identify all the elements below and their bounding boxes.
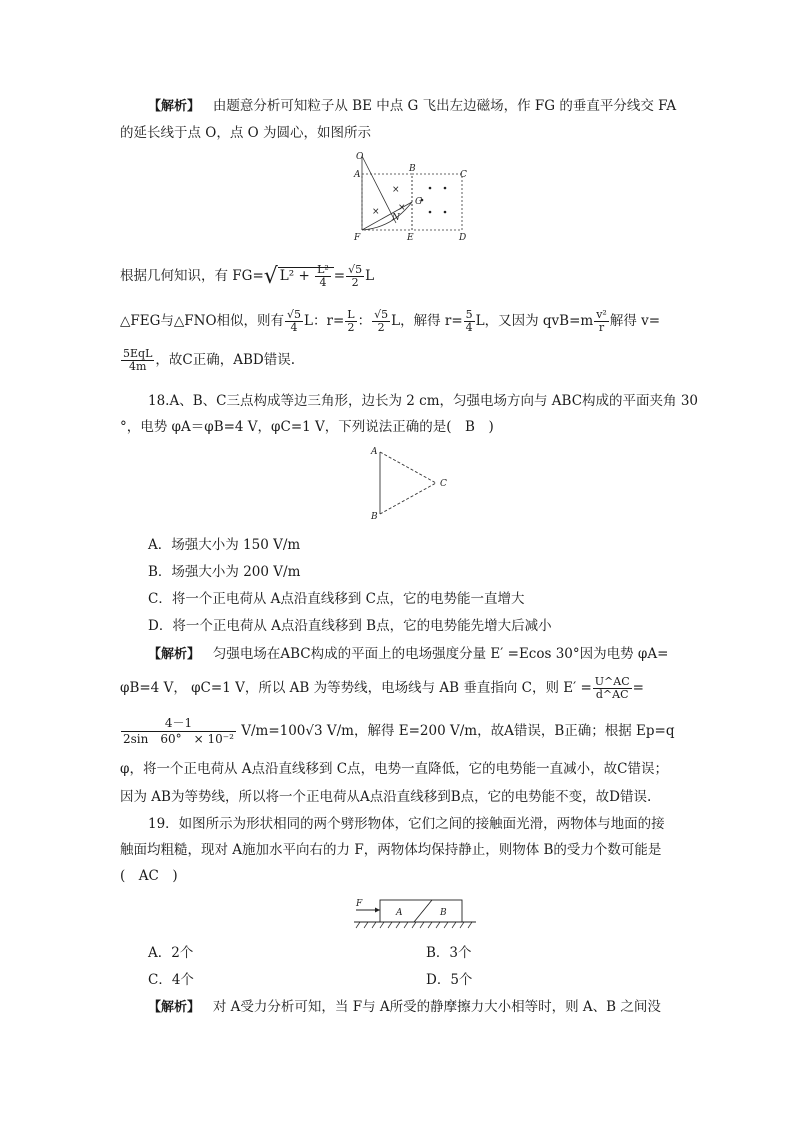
analysis-tag: 【解析】 xyxy=(148,647,201,662)
label: C xyxy=(460,170,467,180)
frac-den: r xyxy=(598,321,605,334)
frac-num: 5 xyxy=(465,308,473,321)
formula-line xyxy=(120,307,660,335)
wedge-blocks-figure xyxy=(352,894,480,934)
text: ，故C正确，ABD错误. xyxy=(155,352,295,368)
triangle-figure xyxy=(368,444,458,524)
text: = xyxy=(632,680,644,696)
frac-den: d^AC xyxy=(595,688,629,701)
label: E xyxy=(407,233,414,243)
text: △FEG与△FNO相似，则有 xyxy=(120,313,285,329)
frac-num: 4－1 xyxy=(121,716,236,732)
magnetic-field-figure xyxy=(340,148,480,244)
analysis-18-line5: 因为 AB为等势线，所以将一个正电荷从A点沿直线移到B点，它的电势能不变，故D错误. xyxy=(120,789,652,805)
frac-num: v² xyxy=(596,308,607,321)
option-a: A．场强大小为 150 V/m xyxy=(148,537,301,553)
label: G xyxy=(415,197,423,207)
label: × xyxy=(392,185,400,195)
label: B xyxy=(409,164,416,174)
frac-den: 2sin 60° × 10⁻² xyxy=(123,732,234,746)
frac-den: 4 xyxy=(465,321,473,334)
text: 根据几何知识，有 FG= xyxy=(120,268,264,284)
question-18-line2: °，电势 φA＝φB=4 V，φC=1 V，下列说法正确的是( B ) xyxy=(120,419,494,435)
text: L² + xyxy=(279,268,315,284)
vertex-label: C xyxy=(440,479,447,489)
text: 解得 v= xyxy=(609,313,661,329)
frac-den: 2 xyxy=(351,276,359,289)
analysis-18-line3 xyxy=(120,716,675,747)
analysis-19-line1 xyxy=(148,998,661,1017)
label: N xyxy=(392,213,400,223)
text-line: 的延长线于点 O，点 O 为圆心，如图所示 xyxy=(120,125,372,141)
text: ： xyxy=(357,313,372,329)
text: 对 A受力分析可知，当 F与 A所受的静摩擦力大小相等时，则 A、B 之间没 xyxy=(212,999,661,1015)
text: L，解得 r= xyxy=(391,313,463,329)
question-18-line1: 18.A、B、C三点构成等边三角形，边长为 2 cm，匀强电场方向与 ABC构成的平面夹角 30 xyxy=(148,393,699,409)
option-b: B．3个 xyxy=(426,945,472,961)
label: D xyxy=(459,233,467,243)
option-d: D．将一个正电荷从 A点沿直线移到 B点，它的电势能先增大后减小 xyxy=(148,618,552,634)
frac-num: √5 xyxy=(287,308,302,321)
frac-num: L² xyxy=(317,263,329,276)
question-19-line1: 19．如图所示为形状相同的两个劈形物体，它们之间的接触面光滑，两物体与地面的接 xyxy=(148,816,665,832)
formula-line xyxy=(120,346,295,374)
text: L xyxy=(365,268,375,284)
frac-den: 2 xyxy=(347,321,355,334)
frac-num: U^AC xyxy=(594,675,630,688)
label: × xyxy=(372,207,380,217)
question-19-line3: ( AC ) xyxy=(120,868,178,884)
force-label: F xyxy=(356,899,363,909)
option-d: D．5个 xyxy=(426,972,473,988)
option-a: A．2个 xyxy=(148,945,194,961)
text: 匀强电场在ABC构成的平面上的电场强度分量 E′ =Ecos 30°因为电势 φA= xyxy=(212,646,669,662)
analysis-tag: 【解析】 xyxy=(148,1000,201,1015)
option-b: B．场强大小为 200 V/m xyxy=(148,564,301,580)
frac-num: √5 xyxy=(348,263,363,276)
text: φB=4 V， φC=1 V，所以 AB 为等势线，电场线与 AB 垂直指向 C，则 E′ = xyxy=(120,680,592,696)
option-c: C．将一个正电荷从 A点沿直线移到 C点，它的电势能一直增大 xyxy=(148,591,525,607)
frac-den: 4m xyxy=(128,360,147,373)
option-c: C．4个 xyxy=(148,972,194,988)
block-label: A xyxy=(396,908,403,918)
text: L：r= xyxy=(304,313,345,329)
frac-den: 2 xyxy=(377,321,385,334)
analysis-18-line2 xyxy=(120,676,644,701)
frac-den: 4 xyxy=(319,276,327,289)
text: 由题意分析可知粒子从 BE 中点 G 飞出左边磁场，作 FG 的垂直平分线交 FA xyxy=(212,98,677,114)
label: A xyxy=(354,170,361,180)
frac-num: √5 xyxy=(374,308,389,321)
analysis-tag: 【解析】 xyxy=(148,99,201,114)
vertex-label: B xyxy=(371,512,378,522)
vertex-label: A xyxy=(371,447,378,457)
formula-line: 根据几何知识，有 FG=√ L² + $\frac{\text{L²}}{4}$ = $\frac{√5}{2}$ L xyxy=(120,263,375,289)
analysis-18-line1 xyxy=(148,645,668,664)
frac-den: 4 xyxy=(290,321,298,334)
text: = xyxy=(333,268,346,284)
text: V/m=100√3 V/m，解得 E=200 V/m，故A错误，B正确；根据 Ep=q xyxy=(241,723,675,739)
label: × xyxy=(398,203,406,213)
block-label: B xyxy=(440,908,447,918)
label: O xyxy=(356,152,364,162)
text: L，又因为 qvB=m xyxy=(475,313,594,329)
frac-num: 5EqL xyxy=(123,347,153,360)
question-19-line2: 触面均粗糙，现对 A施加水平向右的力 F，两物体均保持静止，则物体 B的受力个数可能是 xyxy=(120,842,662,858)
label: F xyxy=(354,233,361,243)
frac-num: L xyxy=(347,308,355,321)
analysis-paragraph-1 xyxy=(148,97,676,116)
analysis-18-line4: φ，将一个正电荷从 A点沿直线移到 C点，电势一直降低，它的电势能一直减小，故C错误； xyxy=(120,761,668,777)
